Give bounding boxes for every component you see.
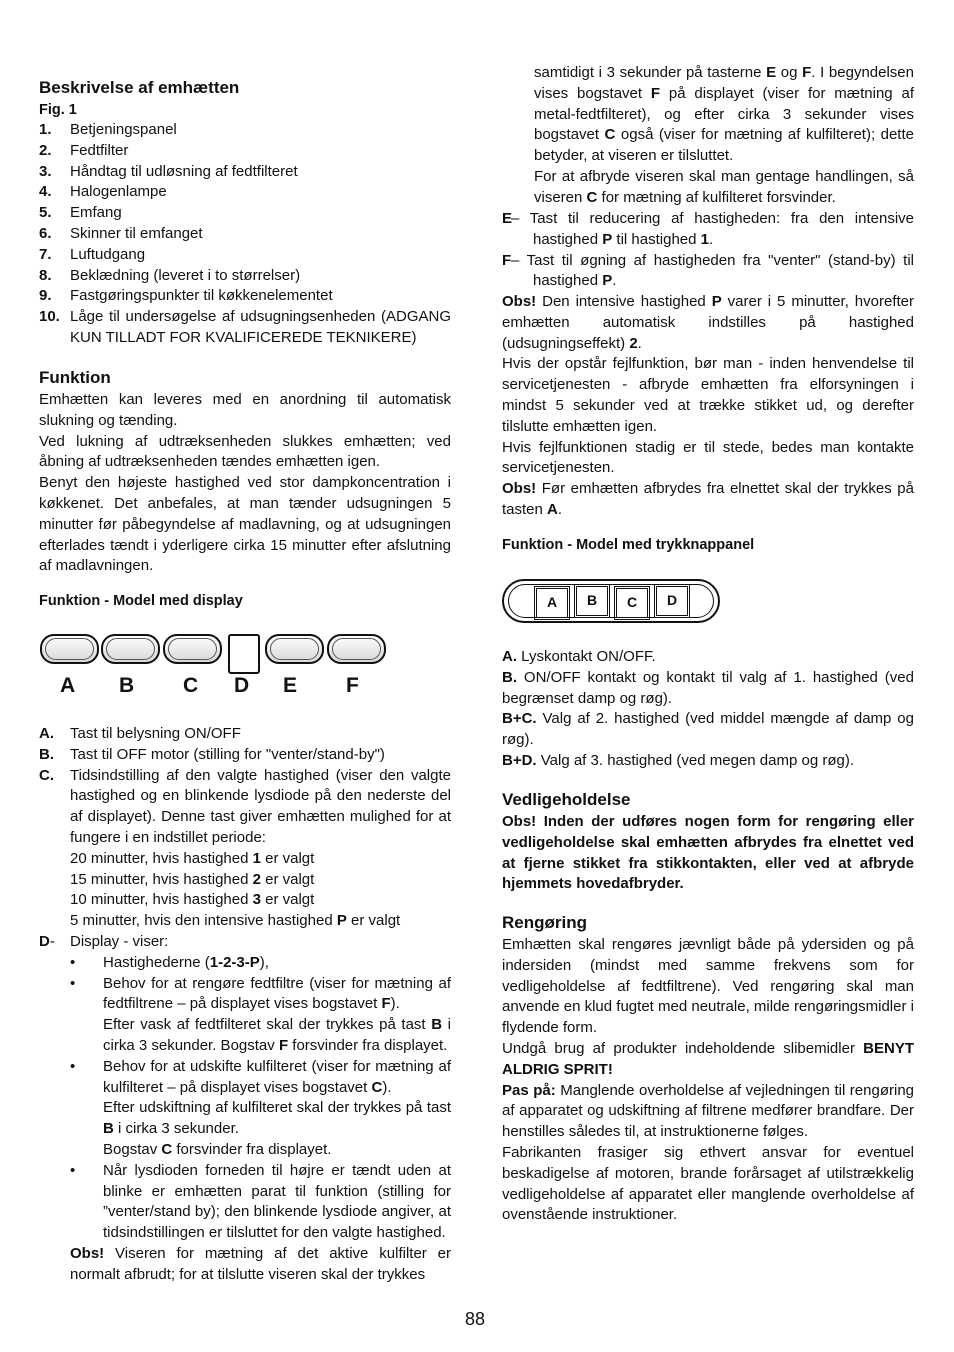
- key-b-text: Tast til OFF motor (stilling for "venter/stand-by"): [70, 745, 385, 763]
- function-heading: Funktion: [39, 368, 111, 387]
- cleaning-text: [502, 935, 914, 1226]
- parts-list-text: Beklædning (leveret i to størrelser): [70, 266, 301, 284]
- timer-line: 20 minutter, hvis hastighed 1 er valgt: [70, 849, 315, 867]
- key-c-letter: C.: [39, 766, 54, 784]
- key-c-text: Tidsindstilling af den valgte hastighed (viser den valgte hastighed og en blinkende lysdiode på den nederste del af displayet). Denne tast giver emhætten mulighed for at fungere i en indstillet periode:: [70, 766, 451, 846]
- display-model-heading: Funktion - Model med display: [39, 593, 243, 609]
- obs-intensive: Obs! Den intensive hastighed P varer i 5 minutter, hvorefter emhætten automatisk indstilles på hastighed (udsugningseffekt) 2.: [502, 293, 915, 352]
- key-f-letter: F: [502, 251, 512, 269]
- display-bullet: • Behov for at rengøre fedtfiltre (viser for mætning af fedtfiltrene – på displayet vises bogstavet F). Efter vask af fedtfilteret skal der trykkes på tast B i cirka 3 sekunder. Bogstav F forsvinder fra displayet.: [70, 974, 451, 1054]
- timer-line: 10 minutter, hvis hastighed 3 er valgt: [70, 891, 315, 909]
- parts-list-item: [39, 245, 451, 266]
- cleaning-paragraph: Undgå brug af produkter indeholdende slibemidler BENYT ALDRIG SPRIT!: [502, 1039, 914, 1078]
- panel-button-e: [265, 634, 324, 664]
- parts-list-text: Halogenlampe: [70, 183, 167, 201]
- display-bullet: • Når lysdioden forneden til højre er tændt uden at blinke er emhætten parat til funktion (stilling for ”venter/stand by); den blinkende lysdiode angiver, at tidsindstillingen er tilsluttet for den valgte hastighed.: [70, 1161, 451, 1242]
- function-paragraph: Benyt den højeste hastighed ved stor dampkoncentration i køkkenet. Det anbefales, at man tænder udsugningen 5 minutter før påbegyndelse af madlavning, og at udsugningen efterlades tændt i yderligere cirka 15 minutter efter afslutning af madlavningen.: [39, 474, 451, 575]
- push-key-b: B: [574, 584, 610, 618]
- push-key-desc: A. Lyskontakt ON/OFF.: [502, 648, 656, 665]
- figure-label: Fig. 1: [39, 102, 77, 118]
- key-f-text: – Tast til øgning af hastigheden fra "venter" (stand-by) til hastighed P.: [511, 251, 914, 290]
- parts-list-item: [39, 266, 451, 287]
- display-keys-list: [39, 724, 451, 1286]
- parts-list-item: [39, 162, 451, 183]
- panel-display-window: [228, 634, 260, 674]
- push-key-desc: B+D. Valg af 3. hastighed (ved megen damp og røg).: [502, 751, 854, 769]
- parts-list-text: Betjeningspanel: [70, 121, 177, 138]
- push-button-model-heading: Funktion - Model med trykknappanel: [502, 537, 755, 553]
- parts-list-item: [39, 182, 451, 203]
- maintenance-warning: Obs! Inden der udføres nogen form for rengøring eller vedligeholdelse skal emhætten afbrydes fra elnettet ved at fjerne stikket fra stikkontakten, eller ved at afbryde hjemmets hovedafbryder.: [502, 813, 914, 893]
- panel-button-a: [40, 634, 99, 664]
- push-key-c: C: [614, 586, 650, 620]
- parts-list-text: Fedtfilter: [70, 141, 129, 159]
- parts-list-number: 1.: [39, 121, 52, 138]
- key-d-item: [39, 932, 451, 1286]
- maintenance-heading: Vedligeholdelse: [502, 790, 631, 809]
- parts-list-text: Fastgøringspunkter til køkkenelementet: [70, 287, 333, 305]
- push-keys-list: [502, 647, 914, 772]
- panel-label-c: C: [183, 674, 199, 697]
- fault-paragraph: Hvis fejlfunktionen stadig er til stede, bedes man kontakte servicetjenesten.: [502, 438, 914, 477]
- key-e-text: – Tast til reducering af hastigheden: fra den intensive hastighed P til hastighed 1.: [511, 210, 914, 248]
- panel-label-e: E: [283, 674, 298, 697]
- parts-list-item: [39, 203, 451, 224]
- cleaning-heading: Rengøring: [502, 913, 587, 932]
- panel-label-d: D: [234, 674, 250, 697]
- page-number: 88: [465, 1309, 486, 1329]
- panel-label-b: B: [119, 674, 135, 697]
- function-paragraph: Ved lukning af udtræksenheden slukkes emhætten; ved åbning af udtræksenheden tændes emhætten igen.: [39, 432, 451, 471]
- function-paragraph: Emhætten kan leveres med en anordning til automatisk slukning og tænding.: [39, 391, 451, 429]
- continued-note: [502, 63, 914, 209]
- key-f-item: [502, 251, 914, 293]
- panel-button-f: [327, 634, 386, 664]
- panel-button-c: [163, 634, 222, 664]
- parts-list-item: [39, 141, 451, 162]
- parts-list-number: 8.: [39, 266, 52, 284]
- notes-block: [502, 292, 914, 521]
- panel-label-f: F: [346, 674, 359, 697]
- parts-list-item: [39, 120, 451, 141]
- parts-list-number: 7.: [39, 245, 52, 263]
- key-a-letter: A.: [39, 725, 54, 742]
- key-b-item: [39, 745, 451, 766]
- obs-disconnect: Obs! Før emhætten afbrydes fra elnettet skal der trykkes på tasten A.: [502, 480, 914, 518]
- key-d-text: Display - viser:: [70, 932, 169, 950]
- timer-line: 15 minutter, hvis hastighed 2 er valgt: [70, 870, 315, 888]
- key-a-text: Tast til belysning ON/OFF: [70, 725, 241, 742]
- function-text: [39, 390, 451, 577]
- display-control-panel: [39, 634, 451, 704]
- parts-list-number: 4.: [39, 183, 52, 201]
- continued-paragraph: For at afbryde viseren skal man gentage handlingen, så viseren C for mætning af kulfilteret forsvinder.: [534, 167, 914, 206]
- panel-label-a: A: [60, 674, 76, 697]
- parts-list-number: 3.: [39, 162, 52, 180]
- parts-list-text: Luftudgang: [70, 245, 146, 263]
- parts-list-text: Håndtag til udløsning af fedtfilteret: [70, 162, 298, 180]
- push-button-panel: [502, 579, 720, 623]
- parts-list-text: Emfang: [70, 204, 122, 222]
- display-bullet: • Behov for at udskifte kulfilteret (viser for mætning af kulfilteret – på displayet vises bogstavet C). Efter udskiftning af kulfilteret skal der trykkes på tast B i cirka 3 sekunder. Bogstav C forsvinder fra displayet.: [70, 1057, 451, 1158]
- timer-line: 5 minutter, hvis den intensive hastighed P er valgt: [70, 912, 401, 930]
- parts-list-number: 5.: [39, 204, 52, 222]
- key-c-item: [39, 766, 451, 932]
- parts-list-text: Skinner til emfanget: [70, 224, 203, 242]
- obs-note: Obs! Viseren for mætning af det aktive kulfilter er normalt afbrudt; for at tilslutte viseren skal der trykkes: [70, 1244, 451, 1283]
- parts-list: [39, 120, 451, 349]
- push-key-d: D: [654, 584, 690, 618]
- parts-list-number: 9.: [39, 287, 52, 305]
- parts-list-text: Låge til undersøgelse af udsugningsenheden (ADGANG KUN TILLADT FOR KVALIFICEREDE TEKNIKERE): [70, 308, 451, 346]
- parts-list-item: [39, 286, 451, 307]
- parts-list-number: 2.: [39, 141, 52, 159]
- display-bullet: • Hastighederne (1-2-3-P),: [70, 953, 269, 971]
- key-a-item: [39, 724, 451, 745]
- parts-list-item: [39, 307, 451, 349]
- parts-list-number: 10.: [39, 308, 60, 326]
- push-key-desc: B+C. Valg af 2. hastighed (ved middel mængde af damp og røg).: [502, 710, 914, 749]
- keys-e-f: [502, 209, 914, 292]
- continued-paragraph: samtidigt i 3 sekunder på tasterne E og F. I begyndelsen vises bogstavet F på displayet (viser for mætning af metal-fedtfilteret), og efter cirka 3 sekunder vises bogstavet C også (viser for mætning af kulfilteret); dette betyder, at viseren er tilsluttet.: [534, 64, 914, 165]
- description-heading: Beskrivelse af emhætten: [39, 78, 240, 97]
- push-key-a: A: [534, 586, 570, 620]
- fault-paragraph: Hvis der opstår fejlfunktion, bør man - inden henvendelse til servicetjenesten - afbryde emhætten fra elforsyningen i mindst 5 sekunder ved at trække stikket ud, og derefter tilslutte emhætten igen.: [502, 355, 914, 435]
- cleaning-paragraph: Fabrikanten frasiger sig ethvert ansvar for eventuel beskadigelse af motoren, brande forårsaget af utilstrækkelig vedligeholdelse af apparatet eller manglende overholdelse af ovenstående instruktioner.: [502, 1143, 914, 1224]
- cleaning-paragraph: Emhætten skal rengøres jævnligt både på ydersiden og på indersiden (mindst med samme frekvens som for vedligeholdelse af fedtfiltrene). Ved rengøring skal man anvende en klud fugtet med neutrale, milde rengøringsmidler i flydende form.: [502, 936, 914, 1037]
- panel-button-b: [101, 634, 160, 664]
- parts-list-number: 6.: [39, 224, 52, 242]
- key-e-item: [502, 209, 914, 251]
- parts-list-item: [39, 224, 451, 245]
- key-e-letter: E: [502, 210, 513, 227]
- key-d-letter: D-: [39, 932, 55, 950]
- push-key-desc: B. ON/OFF kontakt og kontakt til valg af 1. hastighed (ved begrænset damp og røg).: [502, 668, 914, 707]
- cleaning-paragraph: Pas på: Manglende overholdelse af vejledningen til rengøring af apparatet og udskiftning af filtrene medfører brandfare. Der henstilles således til, at instruktionerne følges.: [502, 1081, 915, 1141]
- key-b-letter: B.: [39, 745, 54, 763]
